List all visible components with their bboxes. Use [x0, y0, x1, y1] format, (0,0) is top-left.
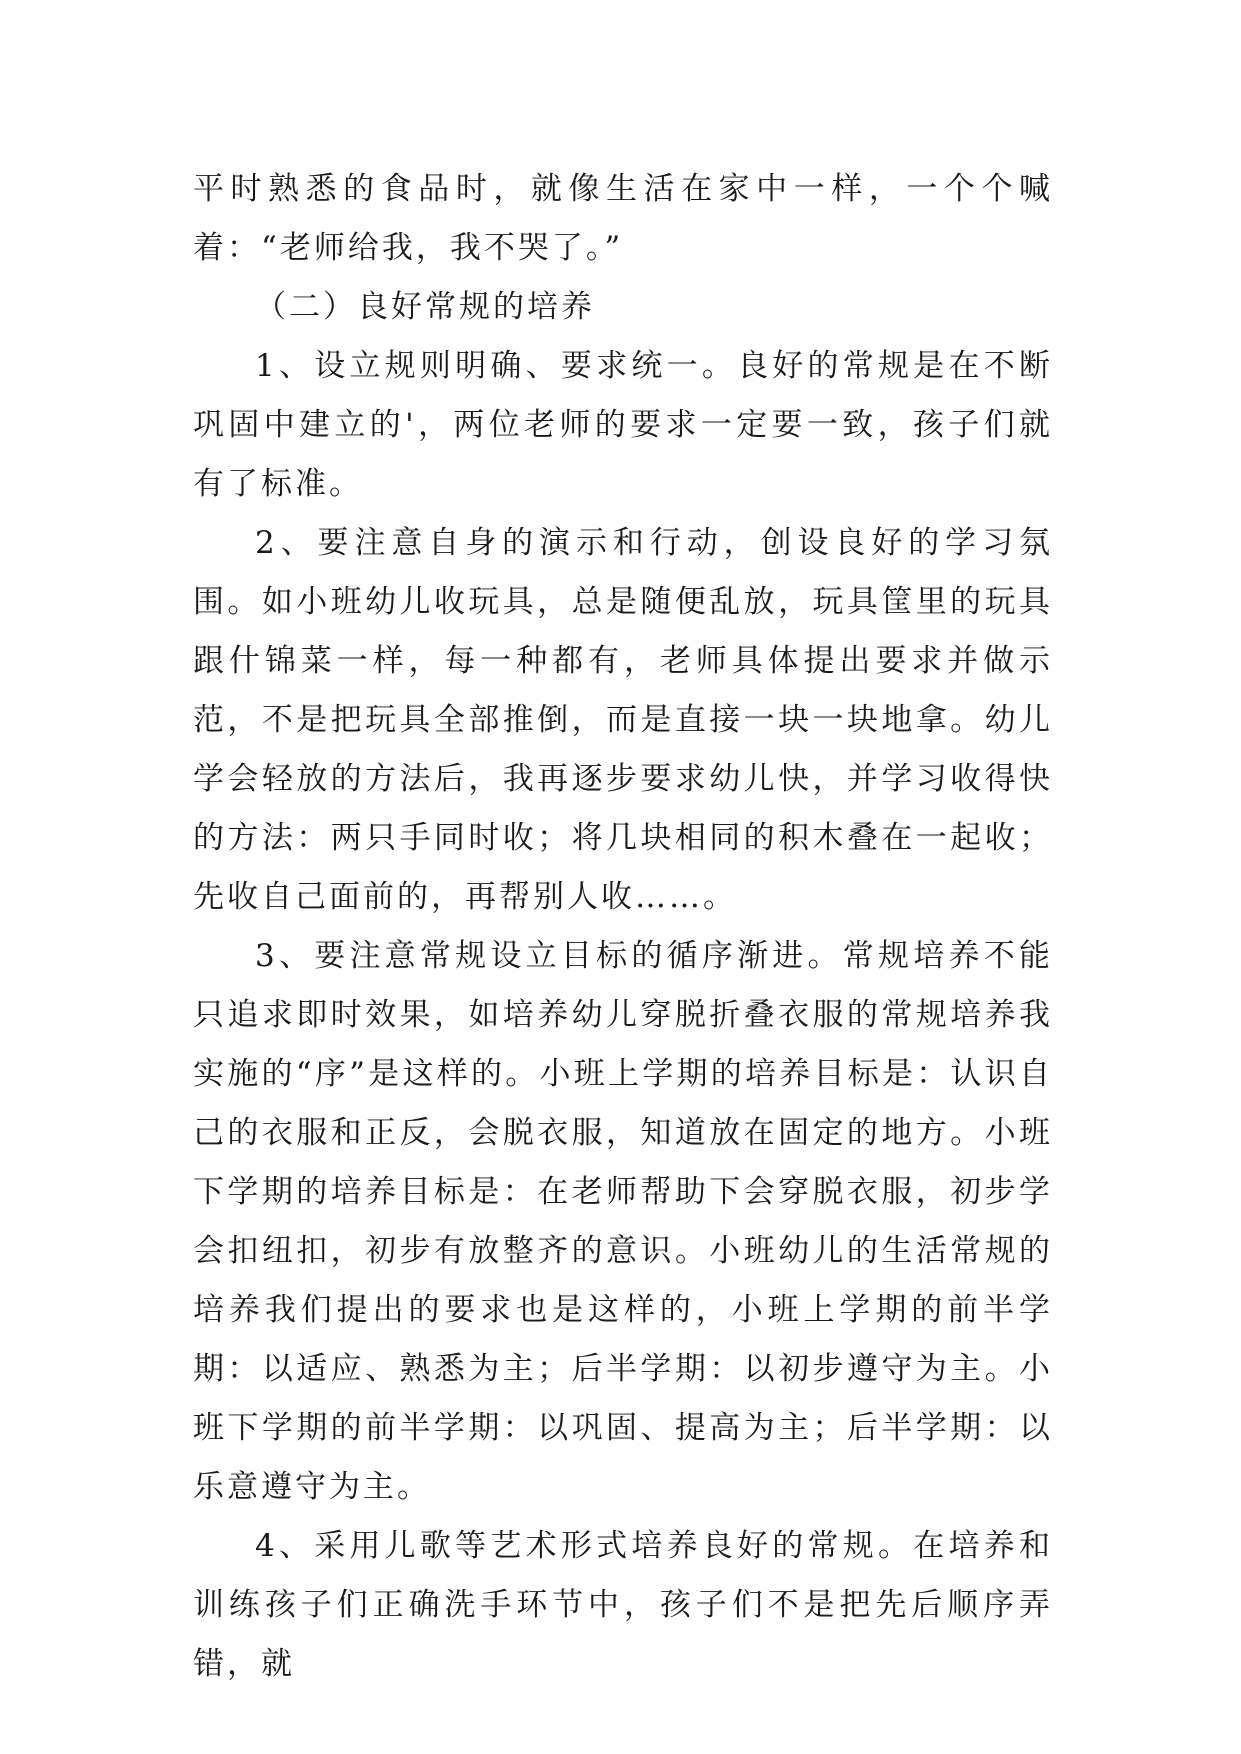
paragraph-item-3: 3、要注意常规设立目标的循序渐进。常规培养不能只追求即时效果，如培养幼儿穿脱折叠衣服的常规培养我实施的“序”是这样的。小班上学期的培养目标是：认识自己的衣服和正反，会脱衣服，知道放在固定的地方。小班下学期的培养目标是：在老师帮助下会穿脱衣服，初步学会扣纽扣，初步有放整齐的意识。小班幼儿的生活常规的培养我们提出的要求也是这样的，小班上学期的前半学期：以适应、熟悉为主；后半学期：以初步遵守为主。小班下学期的前半学期：以巩固、提高为主；后半学期：以乐意遵守为主。	[193, 938, 1053, 1505]
document-body	[193, 160, 1053, 1694]
paragraph-item-2: 2、要注意自身的演示和行动，创设良好的学习氛围。如小班幼儿收玩具，总是随便乱放，玩具筐里的玩具跟什锦菜一样，每一种都有，老师具体提出要求并做示范，不是把玩具全部推倒，而是直接一块一块地拿。幼儿学会轻放的方法后，我再逐步要求幼儿快，并学习收得快的方法：两只手同时收；将几块相同的积木叠在一起收；先收自己面前的，再帮别人收……。	[193, 525, 1053, 915]
paragraph-continuation: 平时熟悉的食品时，就像生活在家中一样，一个个喊着：“老师给我，我不哭了。”	[193, 171, 1053, 266]
paragraph-item-1: 1、设立规则明确、要求统一。良好的常规是在不断巩固中建立的'，两位老师的要求一定要一致，孩子们就有了标准。	[193, 348, 1053, 502]
section-heading: （二）良好常规的培养	[255, 289, 595, 325]
paragraph-item-4: 4、采用儿歌等艺术形式培养良好的常规。在培养和训练孩子们正确洗手环节中，孩子们不是把先后顺序弄错，就	[193, 1528, 1053, 1682]
